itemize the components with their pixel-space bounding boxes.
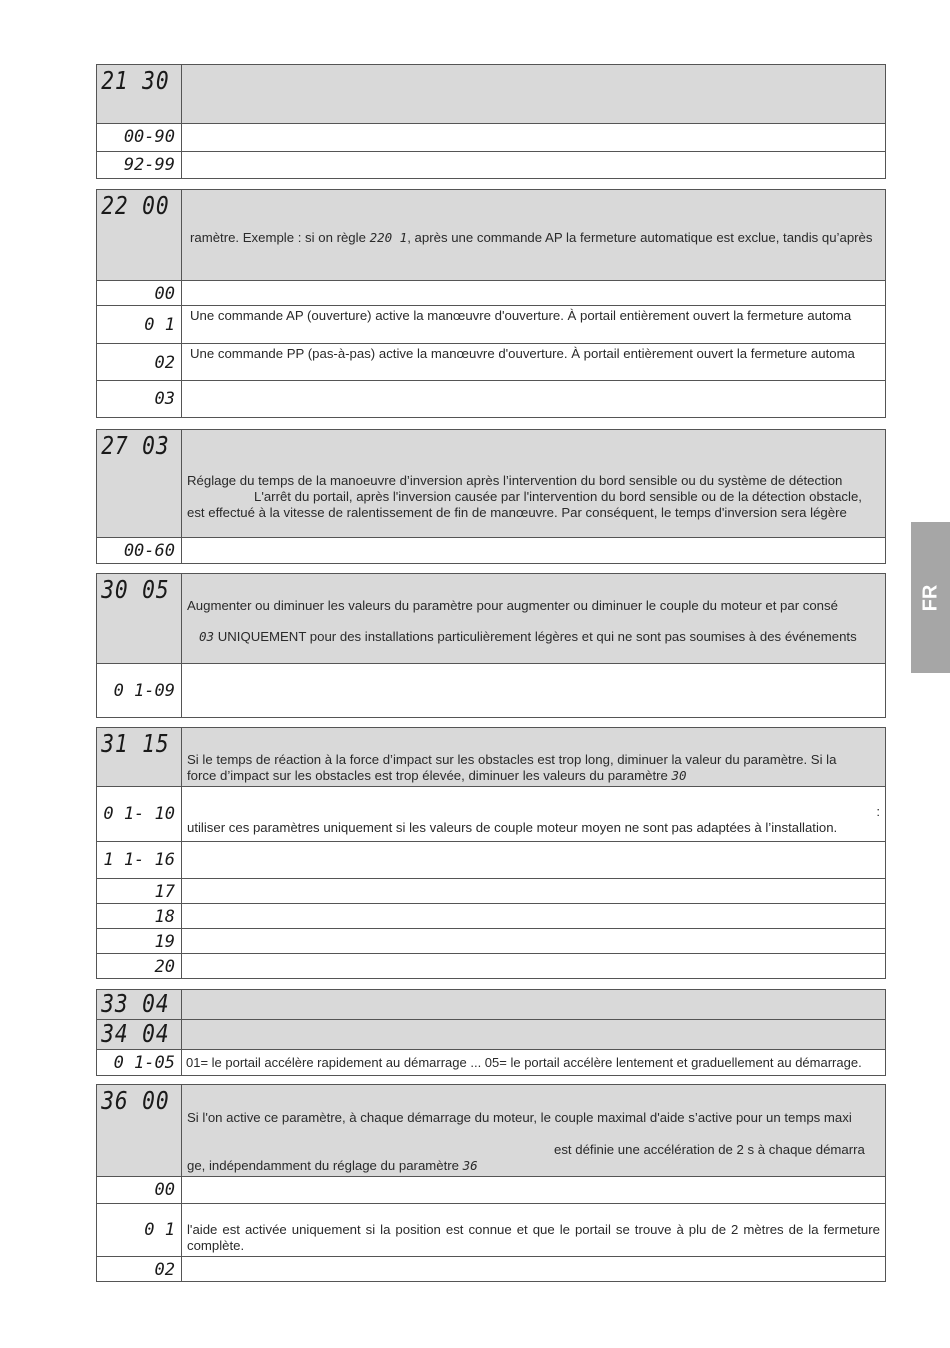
value-code-cell (97, 344, 182, 381)
param-code: 21 30 (101, 66, 170, 95)
value-code-cell (97, 1257, 182, 1282)
value-description (182, 954, 886, 979)
value-code: 17 (154, 882, 175, 902)
description-line: est effectué à la vitesse de ralentissement de fin de manœuvre. Par conséquent, le temps d'inversion sera légère (187, 505, 847, 520)
value-code-cell (97, 787, 182, 842)
value-description (182, 152, 886, 179)
param-table-3005 (96, 573, 886, 718)
value-description (182, 281, 886, 306)
param-code-cell (97, 574, 182, 664)
param-description (182, 190, 886, 281)
param-code-cell (97, 728, 182, 787)
value-code-cell (97, 664, 182, 718)
value-code: 20 (154, 957, 175, 977)
param-code: 33 04 (101, 989, 170, 1018)
note-colon: : (876, 804, 880, 819)
value-code-cell (97, 1050, 182, 1076)
value-code-cell (97, 904, 182, 929)
value-code-cell (97, 281, 182, 306)
value-description (182, 538, 886, 564)
value-description (182, 664, 886, 718)
param-code: 34 04 (101, 1019, 170, 1048)
param-code-cell (97, 990, 182, 1020)
param-table-2703 (96, 429, 886, 564)
value-description (182, 1177, 886, 1204)
param-table-2200 (96, 189, 886, 418)
value-description: Une commande AP (ouverture) active la manœuvre d'ouverture. À portail entièrement ouvert la fermeture automa (182, 306, 886, 344)
value-description (182, 879, 886, 904)
value-code-cell (97, 879, 182, 904)
param-table-2130 (96, 64, 886, 179)
value-description (182, 381, 886, 418)
description-line: Si l'on active ce paramètre, à chaque démarrage du moteur, le couple maximal d'aide s’active pour un temps maxi (187, 1110, 852, 1125)
value-description (182, 904, 886, 929)
param-description (182, 1020, 886, 1050)
value-description (182, 929, 886, 954)
param-code-cell (97, 430, 182, 538)
value-code: 1 1- 16 (103, 850, 175, 870)
param-description (182, 65, 886, 124)
description-line: ge, indépendamment du réglage du paramètre 36 (187, 1158, 478, 1173)
param-code-cell (97, 1020, 182, 1050)
param-code-cell (97, 1085, 182, 1177)
language-tab-label: FR (919, 584, 941, 611)
value-code: 03 (154, 389, 175, 409)
value-code: 0 1 (144, 1220, 175, 1240)
language-tab (911, 522, 950, 673)
param-description (182, 1085, 886, 1177)
value-code-cell (97, 152, 182, 179)
param-description (182, 430, 886, 538)
param-table-3600 (96, 1084, 886, 1282)
param-code: 36 00 (101, 1086, 170, 1115)
value-code: 00-60 (123, 541, 175, 561)
value-code: 0 1-09 (113, 681, 175, 701)
param-code: 31 15 (101, 729, 170, 758)
param-code: 30 05 (101, 575, 170, 604)
value-code-cell (97, 381, 182, 418)
description-line: est définie une accélération de 2 s à chaque démarra (554, 1142, 865, 1157)
value-code: 19 (154, 932, 175, 952)
value-code-cell (97, 954, 182, 979)
note-text: utiliser ces paramètres uniquement si les valeurs de couple moteur moyen ne sont pas adaptées à l’installation. (187, 820, 838, 835)
value-description (182, 124, 886, 152)
inline-code: 03 (199, 629, 215, 644)
description-line: 03 UNIQUEMENT pour des installations particulièrement légères et qui ne sont pas soumises à des événements (199, 629, 857, 644)
value-code-cell (97, 538, 182, 564)
param-table-3115 (96, 727, 886, 979)
param-description (182, 574, 886, 664)
value-code: 0 1-05 (113, 1053, 175, 1073)
value-description (182, 1257, 886, 1282)
param-description (182, 990, 886, 1020)
value-code-cell (97, 1177, 182, 1204)
value-code-cell (97, 929, 182, 954)
param-code: 27 03 (101, 431, 170, 460)
param-code-cell (97, 65, 182, 124)
value-code-cell (97, 124, 182, 152)
value-code: 18 (154, 907, 175, 927)
value-code: 02 (154, 1260, 175, 1280)
description-line: Réglage du temps de la manoeuvre d’inversion après l’intervention du bord sensible ou du système de détection (187, 473, 843, 488)
value-description (182, 842, 886, 879)
value-code-cell (97, 842, 182, 879)
description-line: force d’impact sur les obstacles est trop élevée, diminuer les valeurs du paramètre 30 (187, 768, 687, 783)
inline-code: 30 (671, 768, 687, 783)
value-description: l'aide est activée uniquement si la position est connue et que le portail se trouve à plu de 2 mètres de la fermeture complète. (182, 1204, 886, 1257)
value-description: Une commande PP (pas-à-pas) active la manœuvre d'ouverture. À portail entièrement ouvert la fermeture automa (182, 344, 886, 381)
inline-code: 36 (462, 1158, 478, 1173)
inline-code: 220 1 (369, 230, 408, 245)
param-code: 22 00 (101, 191, 170, 220)
description-line: Si le temps de réaction à la force d’impact sur les obstacles est trop long, diminuer la valeur du paramètre. Si la (187, 752, 837, 767)
description-line: L'arrêt du portail, après l'inversion causée par l'intervention du bord sensible ou de la détection obstacle, (254, 489, 862, 504)
description-line: ramètre. Exemple : si on règle 220 1, après une commande AP la fermeture automatique est exclue, tandis qu’après (190, 230, 873, 245)
value-code-cell (97, 1204, 182, 1257)
param-description (182, 728, 886, 787)
value-code-cell (97, 306, 182, 344)
value-description (182, 787, 886, 842)
param-table-3304-3404 (96, 989, 886, 1076)
value-description: 01= le portail accélère rapidement au démarrage ... 05= le portail accélère lentement et graduellement au démarrage. (182, 1050, 886, 1076)
value-code: 00 (154, 284, 175, 304)
value-code: 0 1 (144, 315, 175, 335)
description-line: Augmenter ou diminuer les valeurs du paramètre pour augmenter ou diminuer le couple du moteur et par consé (187, 598, 838, 613)
value-code: 00 (154, 1180, 175, 1200)
value-code: 02 (154, 353, 175, 373)
value-code: 0 1- 10 (103, 804, 175, 824)
value-code: 00-90 (123, 127, 175, 147)
param-code-cell (97, 190, 182, 281)
value-code: 92-99 (123, 155, 175, 175)
